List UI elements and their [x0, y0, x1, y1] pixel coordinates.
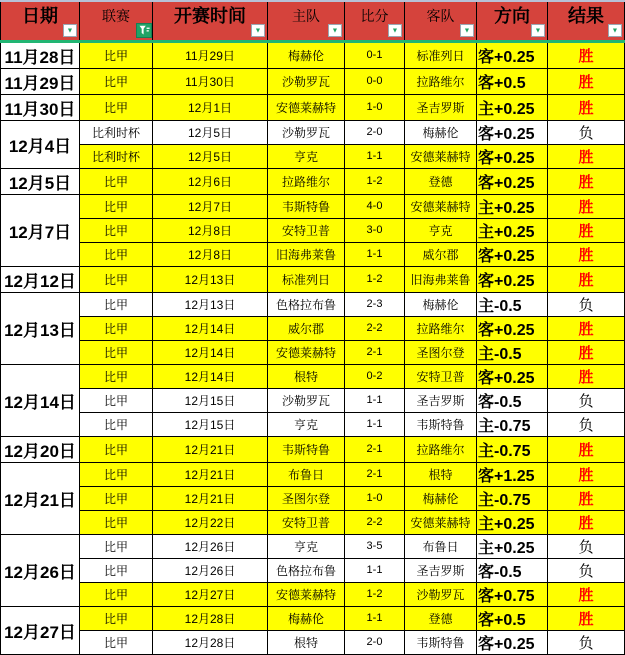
column-header-label: 方向 — [494, 5, 530, 26]
start-time-cell[interactable]: 12月8日 — [153, 218, 268, 242]
match-row — [1, 510, 625, 534]
score-cell[interactable]: 1-0 — [345, 486, 405, 510]
away-team-cell[interactable]: 梅赫伦 — [405, 486, 477, 510]
result-cell[interactable]: 胜 — [548, 218, 625, 242]
start-time-cell[interactable]: 12月5日 — [153, 120, 268, 144]
filter-dropdown-button[interactable] — [460, 24, 474, 37]
league-cell[interactable]: 比甲 — [80, 582, 153, 606]
result-cell[interactable]: 胜 — [548, 582, 625, 606]
chevron-down-icon: ▼ — [254, 27, 262, 34]
date-cell[interactable]: 12月27日 — [1, 606, 80, 654]
league-cell[interactable]: 比甲 — [80, 194, 153, 218]
start-time-cell[interactable]: 12月1日 — [153, 94, 268, 120]
league-cell[interactable]: 比甲 — [80, 388, 153, 412]
start-time-cell[interactable]: 12月15日 — [153, 388, 268, 412]
direction-cell[interactable]: 主+0.25 — [477, 534, 548, 558]
score-cell[interactable]: 1-1 — [345, 412, 405, 436]
start-time-cell[interactable]: 12月14日 — [153, 340, 268, 364]
result-cell[interactable]: 胜 — [548, 94, 625, 120]
result-cell[interactable]: 负 — [548, 120, 625, 144]
league-cell[interactable]: 比甲 — [80, 242, 153, 266]
start-time-cell[interactable]: 12月22日 — [153, 510, 268, 534]
score-cell[interactable]: 1-2 — [345, 266, 405, 292]
home-team-cell[interactable]: 安德莱赫特 — [268, 582, 345, 606]
column-header-label: 结果 — [568, 5, 604, 26]
direction-cell[interactable]: 客-0.5 — [477, 558, 548, 582]
home-team-cell[interactable]: 安特卫普 — [268, 510, 345, 534]
direction-cell[interactable]: 主-0.75 — [477, 436, 548, 462]
score-cell[interactable]: 2-1 — [345, 462, 405, 486]
date-cell[interactable]: 11月29日 — [1, 68, 80, 94]
away-team-cell[interactable]: 圣吉罗斯 — [405, 558, 477, 582]
date-cell[interactable]: 12月13日 — [1, 292, 80, 364]
away-team-cell[interactable]: 安德莱赫特 — [405, 510, 477, 534]
chevron-down-icon: ▼ — [66, 27, 74, 34]
league-cell[interactable]: 比甲 — [80, 68, 153, 94]
match-row — [1, 340, 625, 364]
direction-cell[interactable]: 客-0.5 — [477, 388, 548, 412]
league-cell[interactable]: 比甲 — [80, 630, 153, 654]
home-team-cell[interactable]: 威尔郡 — [268, 316, 345, 340]
home-team-cell[interactable]: 圣图尔登 — [268, 486, 345, 510]
away-team-cell[interactable]: 沙勒罗瓦 — [405, 582, 477, 606]
result-cell[interactable]: 胜 — [548, 168, 625, 194]
home-team-cell[interactable]: 亨克 — [268, 144, 345, 168]
filter-dropdown-button[interactable] — [328, 24, 342, 37]
score-cell[interactable]: 4-0 — [345, 194, 405, 218]
home-team-cell[interactable]: 安德莱赫特 — [268, 94, 345, 120]
table-body — [1, 41, 625, 654]
column-header-result — [548, 1, 625, 41]
away-team-cell[interactable]: 标准列日 — [405, 41, 477, 68]
match-row — [1, 41, 625, 68]
score-cell[interactable]: 3-0 — [345, 218, 405, 242]
start-time-cell[interactable]: 12月7日 — [153, 194, 268, 218]
result-cell[interactable]: 负 — [548, 388, 625, 412]
away-team-cell[interactable]: 拉路维尔 — [405, 316, 477, 340]
result-cell[interactable]: 胜 — [548, 486, 625, 510]
score-cell[interactable]: 1-1 — [345, 606, 405, 630]
away-team-cell[interactable]: 韦斯特鲁 — [405, 412, 477, 436]
result-cell[interactable]: 负 — [548, 630, 625, 654]
chevron-down-icon: ▼ — [611, 27, 619, 34]
away-team-cell[interactable]: 登德 — [405, 606, 477, 630]
score-cell[interactable]: 2-1 — [345, 340, 405, 364]
start-time-cell[interactable]: 12月21日 — [153, 462, 268, 486]
start-time-cell[interactable]: 12月27日 — [153, 582, 268, 606]
league-cell[interactable]: 比甲 — [80, 412, 153, 436]
score-cell[interactable]: 0-0 — [345, 68, 405, 94]
date-cell[interactable]: 12月4日 — [1, 120, 80, 168]
result-cell[interactable]: 胜 — [548, 462, 625, 486]
score-cell[interactable]: 2-3 — [345, 292, 405, 316]
home-team-cell[interactable]: 旧海弗莱鲁 — [268, 242, 345, 266]
home-team-cell[interactable]: 拉路维尔 — [268, 168, 345, 194]
date-cell[interactable]: 12月7日 — [1, 194, 80, 266]
start-time-cell[interactable]: 12月21日 — [153, 436, 268, 462]
filter-dropdown-button[interactable] — [388, 24, 402, 37]
start-time-cell[interactable]: 12月8日 — [153, 242, 268, 266]
result-cell[interactable]: 胜 — [548, 68, 625, 94]
match-row — [1, 292, 625, 316]
chevron-down-icon: ▼ — [331, 27, 339, 34]
league-cell[interactable]: 比甲 — [80, 534, 153, 558]
away-team-cell[interactable]: 圣吉罗斯 — [405, 388, 477, 412]
start-time-cell[interactable]: 12月26日 — [153, 534, 268, 558]
home-team-cell[interactable]: 安特卫普 — [268, 218, 345, 242]
date-cell[interactable]: 12月12日 — [1, 266, 80, 292]
score-cell[interactable]: 2-2 — [345, 316, 405, 340]
date-cell[interactable]: 12月5日 — [1, 168, 80, 194]
league-cell[interactable]: 比甲 — [80, 486, 153, 510]
direction-cell[interactable]: 客+0.25 — [477, 316, 548, 340]
score-cell[interactable]: 1-1 — [345, 388, 405, 412]
start-time-cell[interactable]: 12月15日 — [153, 412, 268, 436]
direction-cell[interactable]: 客+0.75 — [477, 582, 548, 606]
league-cell[interactable]: 比甲 — [80, 340, 153, 364]
match-row — [1, 630, 625, 654]
result-cell[interactable]: 负 — [548, 558, 625, 582]
start-time-cell[interactable]: 12月26日 — [153, 558, 268, 582]
start-time-cell[interactable]: 12月5日 — [153, 144, 268, 168]
home-team-cell[interactable]: 安德莱赫特 — [268, 340, 345, 364]
league-cell[interactable]: 比甲 — [80, 462, 153, 486]
home-team-cell[interactable]: 沙勒罗瓦 — [268, 68, 345, 94]
column-header-label: 联赛 — [102, 7, 130, 24]
result-cell[interactable]: 胜 — [548, 194, 625, 218]
away-team-cell[interactable]: 登德 — [405, 168, 477, 194]
match-row — [1, 364, 625, 388]
direction-cell[interactable]: 客+0.25 — [477, 364, 548, 388]
match-row — [1, 558, 625, 582]
start-time-cell[interactable]: 12月13日 — [153, 266, 268, 292]
chevron-down-icon: ▼ — [391, 27, 399, 34]
filter-dropdown-button[interactable] — [63, 24, 77, 37]
filter-dropdown-button[interactable] — [531, 24, 545, 37]
match-row — [1, 436, 625, 462]
result-cell[interactable]: 胜 — [548, 316, 625, 340]
away-team-cell[interactable]: 威尔郡 — [405, 242, 477, 266]
date-cell[interactable]: 12月26日 — [1, 534, 80, 606]
home-team-cell[interactable]: 亨克 — [268, 534, 345, 558]
home-team-cell[interactable]: 色格拉布鲁 — [268, 292, 345, 316]
date-cell[interactable]: 11月28日 — [1, 41, 80, 68]
league-cell[interactable]: 比利时杯 — [80, 144, 153, 168]
match-row — [1, 218, 625, 242]
match-row — [1, 388, 625, 412]
column-header-league — [80, 1, 153, 41]
result-cell[interactable]: 胜 — [548, 340, 625, 364]
away-team-cell[interactable]: 圣吉罗斯 — [405, 94, 477, 120]
column-header-away_team — [405, 1, 477, 41]
away-team-cell[interactable]: 布鲁日 — [405, 534, 477, 558]
score-cell[interactable]: 2-0 — [345, 630, 405, 654]
direction-cell[interactable]: 主-0.75 — [477, 412, 548, 436]
match-row — [1, 486, 625, 510]
match-row — [1, 168, 625, 194]
league-cell[interactable]: 比甲 — [80, 218, 153, 242]
header-row — [1, 1, 625, 41]
home-team-cell[interactable]: 布鲁日 — [268, 462, 345, 486]
match-row — [1, 68, 625, 94]
chevron-down-icon: ▼ — [463, 27, 471, 34]
league-cell[interactable]: 比甲 — [80, 436, 153, 462]
column-header-start_time — [153, 1, 268, 41]
away-team-cell[interactable]: 旧海弗莱鲁 — [405, 266, 477, 292]
match-row — [1, 534, 625, 558]
match-row — [1, 316, 625, 340]
filter-dropdown-button[interactable] — [251, 24, 265, 37]
match-row — [1, 120, 625, 144]
score-cell[interactable]: 1-2 — [345, 168, 405, 194]
away-team-cell[interactable]: 圣图尔登 — [405, 340, 477, 364]
direction-cell[interactable]: 主+0.25 — [477, 94, 548, 120]
filter-applied-button[interactable] — [136, 23, 152, 38]
direction-cell[interactable]: 客+0.5 — [477, 606, 548, 630]
column-header-label: 客队 — [426, 7, 455, 24]
home-team-cell[interactable]: 亨克 — [268, 412, 345, 436]
league-cell[interactable]: 比甲 — [80, 510, 153, 534]
result-cell[interactable]: 胜 — [548, 41, 625, 68]
funnel-icon — [139, 25, 150, 36]
league-cell[interactable]: 比甲 — [80, 606, 153, 630]
score-cell[interactable]: 0-1 — [345, 41, 405, 68]
start-time-cell[interactable]: 12月14日 — [153, 364, 268, 388]
score-cell[interactable]: 1-1 — [345, 144, 405, 168]
home-team-cell[interactable]: 沙勒罗瓦 — [268, 388, 345, 412]
home-team-cell[interactable]: 根特 — [268, 364, 345, 388]
league-cell[interactable]: 比甲 — [80, 168, 153, 194]
column-header-label: 日期 — [22, 5, 58, 26]
match-row — [1, 94, 625, 120]
score-cell[interactable]: 2-1 — [345, 436, 405, 462]
direction-cell[interactable]: 客+0.25 — [477, 144, 548, 168]
league-cell[interactable]: 比甲 — [80, 292, 153, 316]
direction-cell[interactable]: 客+0.25 — [477, 120, 548, 144]
away-team-cell[interactable]: 根特 — [405, 462, 477, 486]
league-cell[interactable]: 比利时杯 — [80, 120, 153, 144]
league-cell[interactable]: 比甲 — [80, 316, 153, 340]
column-header-label: 比分 — [360, 7, 389, 24]
home-team-cell[interactable]: 韦斯特鲁 — [268, 194, 345, 218]
home-team-cell[interactable]: 韦斯特鲁 — [268, 436, 345, 462]
start-time-cell[interactable]: 12月21日 — [153, 486, 268, 510]
home-team-cell[interactable]: 色格拉布鲁 — [268, 558, 345, 582]
league-cell[interactable]: 比甲 — [80, 364, 153, 388]
away-team-cell[interactable]: 梅赫伦 — [405, 120, 477, 144]
result-cell[interactable]: 负 — [548, 412, 625, 436]
chevron-down-icon: ▼ — [534, 27, 542, 34]
home-team-cell[interactable]: 根特 — [268, 630, 345, 654]
match-row — [1, 606, 625, 630]
direction-cell[interactable]: 客+0.25 — [477, 168, 548, 194]
away-team-cell[interactable]: 拉路维尔 — [405, 68, 477, 94]
home-team-cell[interactable]: 梅赫伦 — [268, 606, 345, 630]
start-time-cell[interactable]: 12月14日 — [153, 316, 268, 340]
date-cell[interactable]: 12月20日 — [1, 436, 80, 462]
direction-cell[interactable]: 客+0.25 — [477, 41, 548, 68]
direction-cell[interactable]: 客+0.25 — [477, 266, 548, 292]
score-cell[interactable]: 0-2 — [345, 364, 405, 388]
table-header — [1, 1, 625, 41]
away-team-cell[interactable]: 安特卫普 — [405, 364, 477, 388]
start-time-cell[interactable]: 12月28日 — [153, 630, 268, 654]
match-row — [1, 462, 625, 486]
match-row — [1, 194, 625, 218]
home-team-cell[interactable]: 标准列日 — [268, 266, 345, 292]
match-row — [1, 266, 625, 292]
away-team-cell[interactable]: 拉路维尔 — [405, 436, 477, 462]
direction-cell[interactable]: 主+0.25 — [477, 194, 548, 218]
result-cell[interactable]: 胜 — [548, 242, 625, 266]
direction-cell[interactable]: 主+0.25 — [477, 218, 548, 242]
start-time-cell[interactable]: 12月13日 — [153, 292, 268, 316]
score-cell[interactable]: 1-1 — [345, 558, 405, 582]
direction-cell[interactable]: 主+0.25 — [477, 510, 548, 534]
date-cell[interactable]: 12月21日 — [1, 462, 80, 534]
direction-cell[interactable]: 主-0.75 — [477, 486, 548, 510]
away-team-cell[interactable]: 亨克 — [405, 218, 477, 242]
score-cell[interactable]: 1-1 — [345, 242, 405, 266]
direction-cell[interactable]: 主-0.5 — [477, 292, 548, 316]
result-cell[interactable]: 胜 — [548, 510, 625, 534]
direction-cell[interactable]: 客+0.25 — [477, 630, 548, 654]
away-team-cell[interactable]: 安德莱赫特 — [405, 144, 477, 168]
result-cell[interactable]: 胜 — [548, 606, 625, 630]
match-row — [1, 412, 625, 436]
match-row — [1, 242, 625, 266]
away-team-cell[interactable]: 安德莱赫特 — [405, 194, 477, 218]
away-team-cell[interactable]: 韦斯特鲁 — [405, 630, 477, 654]
direction-cell[interactable]: 客+0.5 — [477, 68, 548, 94]
start-time-cell[interactable]: 12月28日 — [153, 606, 268, 630]
league-cell[interactable]: 比甲 — [80, 94, 153, 120]
direction-cell[interactable]: 客+1.25 — [477, 462, 548, 486]
start-time-cell[interactable]: 12月6日 — [153, 168, 268, 194]
score-cell[interactable]: 1-2 — [345, 582, 405, 606]
column-header-label: 开赛时间 — [174, 5, 246, 26]
result-cell[interactable]: 胜 — [548, 266, 625, 292]
result-cell[interactable]: 胜 — [548, 436, 625, 462]
home-team-cell[interactable]: 梅赫伦 — [268, 41, 345, 68]
column-header-date — [1, 1, 80, 41]
score-cell[interactable]: 2-2 — [345, 510, 405, 534]
column-header-direction — [477, 1, 548, 41]
date-cell[interactable]: 12月14日 — [1, 364, 80, 436]
score-cell[interactable]: 3-5 — [345, 534, 405, 558]
direction-cell[interactable]: 客+0.25 — [477, 242, 548, 266]
start-time-cell[interactable]: 11月29日 — [153, 41, 268, 68]
league-cell[interactable]: 比甲 — [80, 266, 153, 292]
score-cell[interactable]: 2-0 — [345, 120, 405, 144]
result-cell[interactable]: 负 — [548, 534, 625, 558]
column-header-label: 主队 — [292, 7, 320, 24]
result-cell[interactable]: 胜 — [548, 144, 625, 168]
league-cell[interactable]: 比甲 — [80, 558, 153, 582]
league-cell[interactable]: 比甲 — [80, 41, 153, 68]
result-cell[interactable]: 胜 — [548, 364, 625, 388]
direction-cell[interactable]: 主-0.5 — [477, 340, 548, 364]
home-team-cell[interactable]: 沙勒罗瓦 — [268, 120, 345, 144]
column-header-home_team — [268, 1, 345, 41]
away-team-cell[interactable]: 梅赫伦 — [405, 292, 477, 316]
result-cell[interactable]: 负 — [548, 292, 625, 316]
score-cell[interactable]: 1-0 — [345, 94, 405, 120]
match-row — [1, 582, 625, 606]
start-time-cell[interactable]: 11月30日 — [153, 68, 268, 94]
match-row — [1, 144, 625, 168]
date-cell[interactable]: 11月30日 — [1, 94, 80, 120]
column-header-score — [345, 1, 405, 41]
filter-dropdown-button[interactable] — [608, 24, 622, 37]
